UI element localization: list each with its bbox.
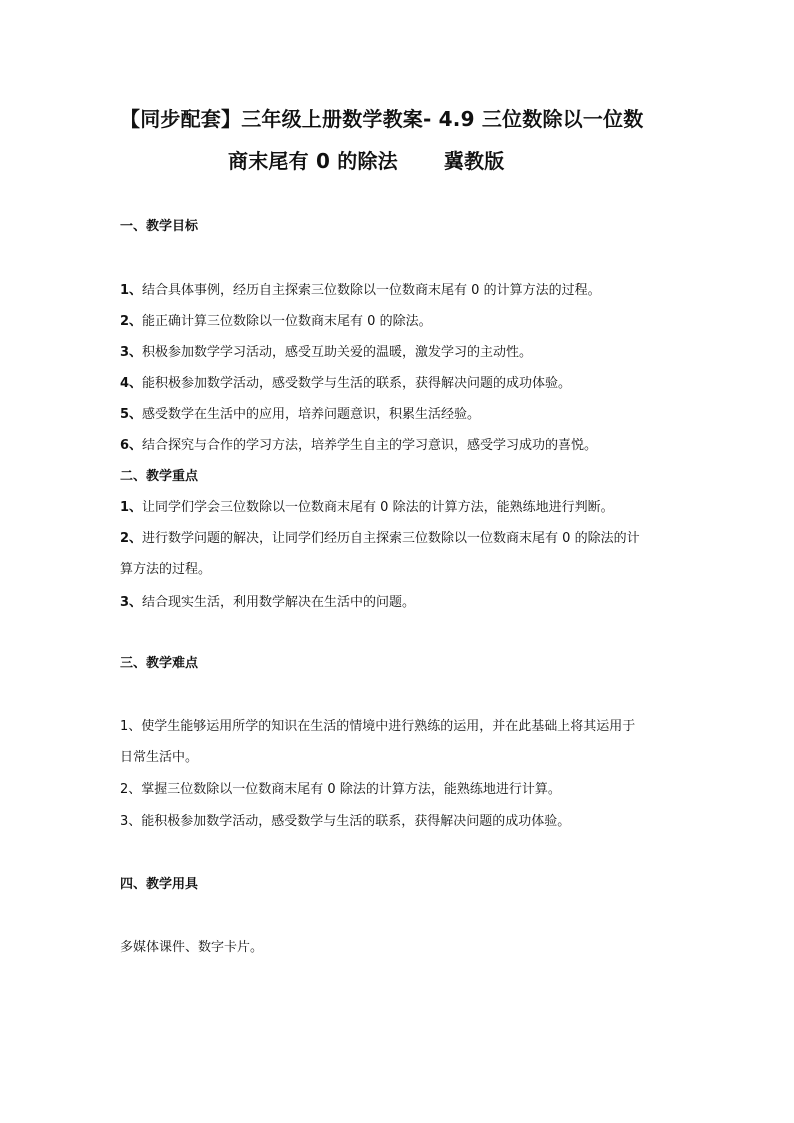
goal-item-text: 能正确计算三位数除以一位数商末尾有 0 的除法。 — [142, 314, 432, 329]
tools-text: 多媒体课件、数字卡片。 — [120, 940, 264, 955]
key-point-number: 3、 — [120, 595, 143, 610]
difficulty-item-3 — [120, 813, 676, 831]
document-title-topic: 商末尾有 0 的除法 — [228, 149, 398, 173]
document-title-line-1: 【同步配套】三年级上册数学教案- 4.9 三位数除以一位数 — [120, 107, 644, 131]
difficulty-item-1-continued: 日常生活中。 — [120, 750, 199, 765]
document-title-line-2 — [228, 148, 794, 174]
difficulty-number: 3、 — [120, 814, 142, 829]
difficulty-number: 1、 — [120, 719, 142, 734]
key-point-text: 结合现实生活，利用数学解决在生活中的问题。 — [142, 595, 416, 610]
section-heading-key-points: 二、教学重点 — [120, 469, 199, 484]
goal-item-text: 结合具体事例，经历自主探索三位数除以一位数商末尾有 0 的计算方法的过程。 — [142, 283, 601, 298]
difficulty-text: 掌握三位数除以一位数商末尾有 0 除法的计算方法，能熟练地进行计算。 — [141, 782, 561, 797]
goal-item-text: 结合探究与合作的学习方法，培养学生自主的学习意识，感受学习成功的喜悦。 — [142, 438, 598, 453]
goal-item-4 — [120, 375, 676, 393]
difficulty-text: 能积极参加数学活动，感受数学与生活的联系，获得解决问题的成功体验。 — [141, 814, 571, 829]
goal-item-number: 3、 — [120, 345, 143, 360]
section-heading-tools: 四、教学用具 — [120, 877, 199, 892]
goal-item-5 — [120, 406, 676, 424]
goal-item-number: 1、 — [120, 283, 143, 298]
goal-item-6 — [120, 437, 676, 455]
goal-item-3 — [120, 344, 676, 362]
goal-item-number: 6、 — [120, 438, 143, 453]
key-point-item-2 — [120, 530, 676, 548]
section-heading-difficulties: 三、教学难点 — [120, 656, 199, 671]
section-heading-goals: 一、教学目标 — [120, 219, 199, 234]
key-point-item-3 — [120, 594, 676, 612]
goal-item-text: 感受数学在生活中的应用，培养问题意识，积累生活经验。 — [142, 407, 481, 422]
key-point-number: 2、 — [120, 531, 143, 546]
key-point-text: 让同学们学会三位数除以一位数商末尾有 0 除法的计算方法，能熟练地进行判断。 — [142, 500, 614, 515]
goal-item-number: 5、 — [120, 407, 143, 422]
key-point-item-1 — [120, 499, 676, 517]
goal-item-2 — [120, 313, 676, 331]
difficulty-text: 使学生能够运用所学的知识在生活的情境中进行熟练的运用，并在此基础上将其运用于 — [141, 719, 636, 734]
key-point-item-2-continued: 算方法的过程。 — [120, 562, 212, 577]
goal-item-number: 4、 — [120, 376, 143, 391]
key-point-text: 进行数学问题的解决，让同学们经历自主探索三位数除以一位数商末尾有 0 的除法的计 — [142, 531, 640, 546]
goal-item-number: 2、 — [120, 314, 143, 329]
goal-item-text: 积极参加数学学习活动，感受互助关爱的温暖，激发学习的主动性。 — [142, 345, 533, 360]
difficulty-item-2 — [120, 781, 676, 799]
key-point-number: 1、 — [120, 500, 143, 515]
goal-item-1 — [120, 282, 676, 300]
difficulty-number: 2、 — [120, 782, 142, 797]
document-title-edition: 冀教版 — [443, 149, 505, 173]
difficulty-item-1 — [120, 718, 676, 736]
goal-item-text: 能积极参加数学活动，感受数学与生活的联系，获得解决问题的成功体验。 — [142, 376, 572, 391]
